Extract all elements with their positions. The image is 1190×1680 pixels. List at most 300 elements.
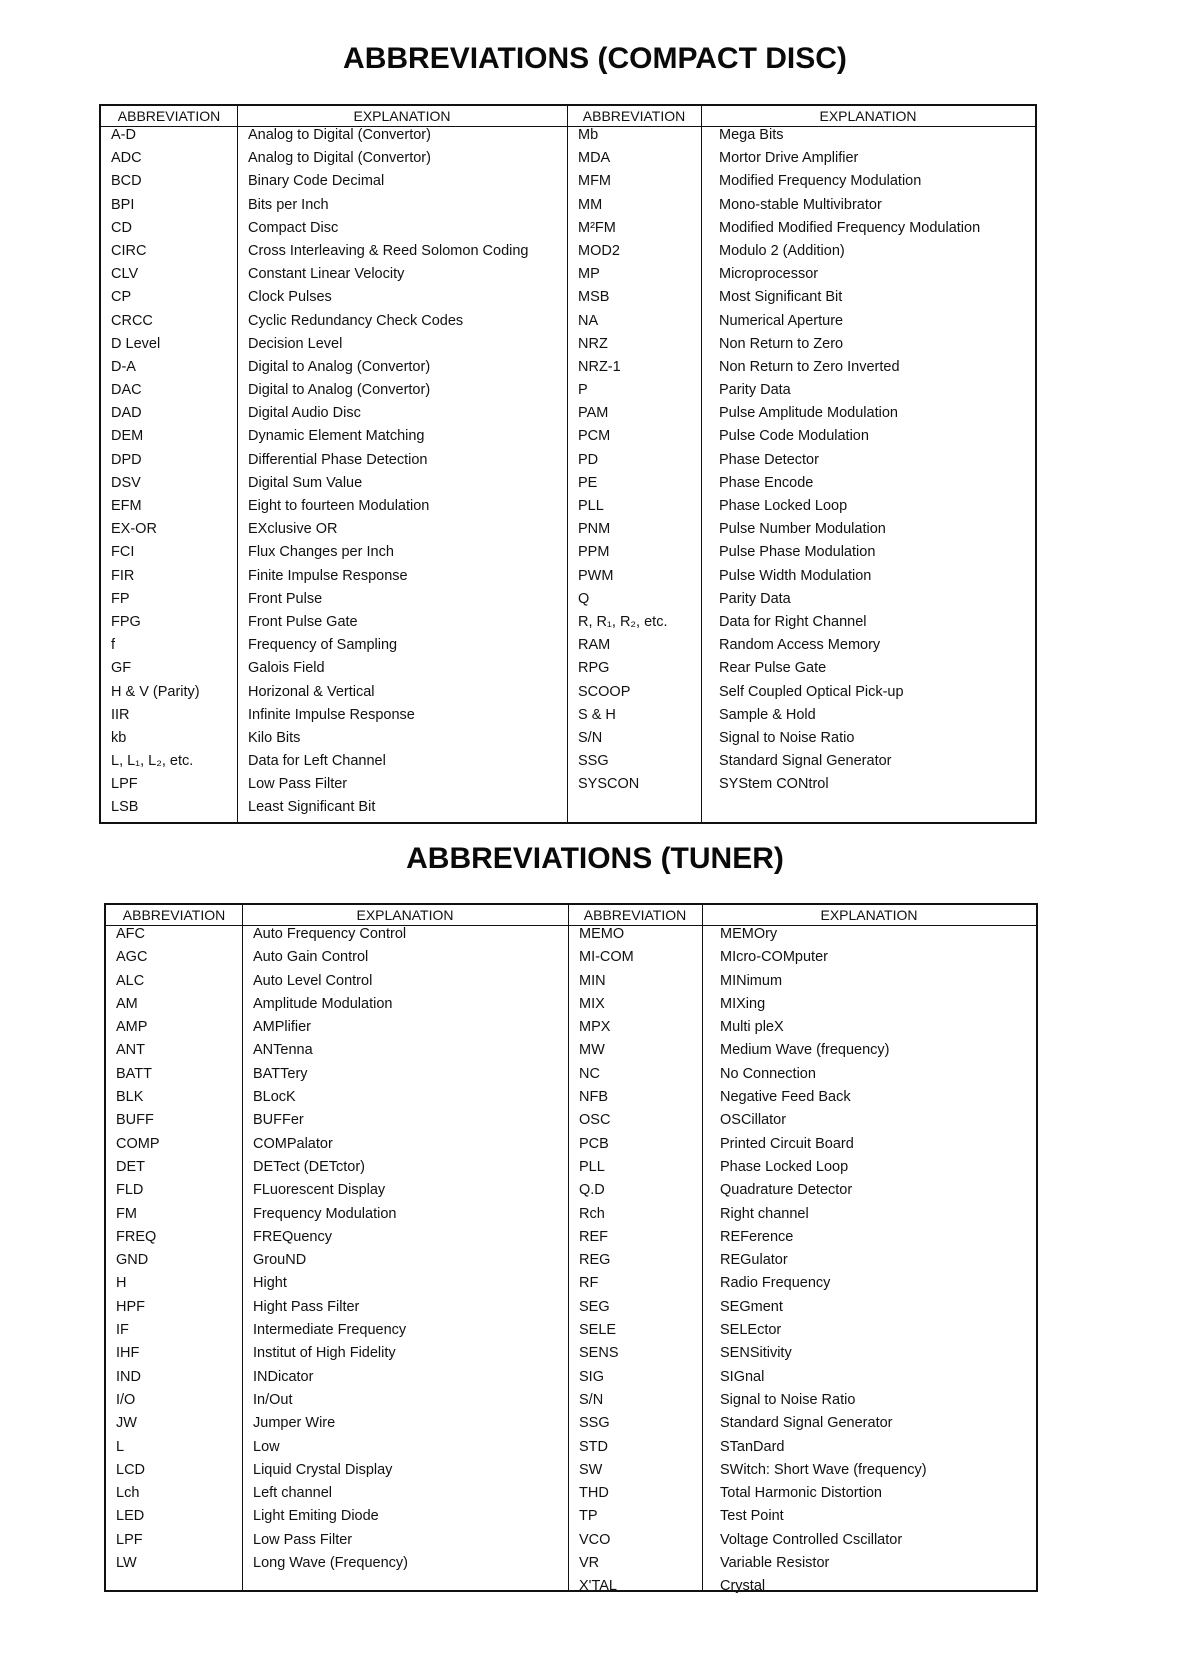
table-row [101, 197, 1035, 220]
explanation-cell: Frequency Modulation [253, 1205, 397, 1222]
abbreviation-cell: SSG [578, 753, 609, 770]
explanation-cell: Mega Bits [719, 127, 784, 143]
abbreviation-cell: NRZ-1 [578, 358, 621, 375]
abbreviation-cell: DEM [111, 428, 144, 445]
explanation-cell: BUFFer [253, 1112, 304, 1129]
explanation-cell: Microprocessor [719, 266, 819, 283]
table-row [106, 1112, 1036, 1135]
explanation-cell: Data for Right Channel [719, 613, 867, 630]
tuner-table [104, 903, 1038, 1595]
abbreviation-cell: NRZ [578, 335, 608, 352]
header-abbreviation: ABBREVIATION [117, 108, 221, 124]
explanation-cell: Analog to Digital (Convertor) [248, 150, 431, 167]
table-row [106, 1485, 1036, 1508]
table-row [101, 359, 1035, 382]
abbreviation-cell: MIX [579, 995, 605, 1012]
table-row [101, 173, 1035, 196]
abbreviation-cell: BUFF [116, 1112, 154, 1129]
abbreviation-cell: DPD [111, 451, 142, 468]
table-row [101, 776, 1035, 799]
abbreviation-cell: FREQ [116, 1228, 157, 1245]
explanation-cell: Digital to Analog (Convertor) [248, 382, 431, 399]
abbreviation-cell: DAD [111, 405, 142, 422]
explanation-cell: Digital Audio Disc [248, 405, 361, 422]
abbreviation-cell: BCD [111, 173, 142, 190]
abbreviation-cell: DET [116, 1158, 145, 1175]
abbreviation-cell: STD [579, 1438, 608, 1455]
explanation-cell: Institut of High Fidelity [253, 1345, 396, 1362]
explanation-cell: SIGnal [720, 1368, 765, 1385]
explanation-cell: SENSitivity [720, 1345, 792, 1362]
abbreviation-cell: ANT [116, 1042, 145, 1059]
table-row [101, 660, 1035, 683]
explanation-cell: SWitch: Short Wave (frequency) [720, 1461, 927, 1478]
table-row [101, 684, 1035, 707]
explanation-cell: Data for Left Channel [248, 753, 386, 770]
explanation-cell: Long Wave (Frequency) [253, 1555, 409, 1572]
table-row [101, 243, 1035, 266]
explanation-cell: Non Return to Zero [719, 335, 844, 352]
explanation-cell: MIXing [720, 995, 766, 1012]
header-abbreviation: ABBREVIATION [122, 907, 226, 923]
explanation-cell: Dynamic Element Matching [248, 428, 425, 445]
table-row [106, 1252, 1036, 1275]
explanation-cell: Parity Data [719, 590, 791, 607]
abbreviation-cell: BLK [116, 1089, 144, 1106]
abbreviation-cell: Lch [116, 1485, 140, 1502]
explanation-cell: Total Harmonic Distortion [720, 1485, 882, 1502]
explanation-cell: STanDard [720, 1438, 785, 1455]
abbreviation-cell: I/O [116, 1391, 136, 1408]
explanation-cell: Phase Locked Loop [719, 498, 848, 514]
explanation-cell: Quadrature Detector [720, 1182, 853, 1199]
table-row [101, 568, 1035, 591]
explanation-cell: FLuorescent Display [253, 1182, 386, 1199]
table-row [106, 973, 1036, 996]
abbreviation-cell: MFM [578, 173, 612, 190]
abbreviation-cell: R, R₁, R₂, etc. [578, 613, 668, 630]
abbreviation-cell: GF [111, 660, 132, 677]
table-row [106, 1439, 1036, 1462]
explanation-cell: DETect (DETctor) [253, 1158, 365, 1175]
abbreviation-cell: PLL [578, 498, 604, 514]
table-row [101, 266, 1035, 289]
abbreviation-cell: IF [116, 1322, 129, 1339]
explanation-cell: Modified Modified Frequency Modulation [719, 219, 981, 236]
abbreviation-cell: REF [579, 1228, 608, 1245]
table-row [106, 1275, 1036, 1298]
table-row [106, 949, 1036, 972]
table-row [101, 150, 1035, 173]
table-row [106, 1229, 1036, 1252]
abbreviation-cell: TP [579, 1508, 598, 1525]
abbreviation-cell: IIR [111, 706, 130, 723]
explanation-cell: Low Pass Filter [253, 1531, 353, 1548]
abbreviation-cell: M²FM [578, 219, 616, 236]
explanation-cell: Differential Phase Detection [248, 451, 428, 468]
explanation-cell: COMPalator [253, 1135, 333, 1152]
explanation-cell: SYStem CONtrol [719, 776, 829, 793]
table-row [101, 637, 1035, 660]
abbreviation-cell: DSV [111, 474, 141, 491]
abbreviation-cell: A-D [111, 127, 136, 143]
abbreviation-cell: RF [579, 1275, 599, 1292]
table-row [106, 1415, 1036, 1438]
explanation-cell: GrouND [253, 1252, 307, 1269]
abbreviation-cell: f [111, 637, 116, 654]
explanation-cell: Light Emiting Diode [253, 1508, 379, 1525]
explanation-cell: Self Coupled Optical Pick-up [719, 683, 904, 700]
abbreviation-cell: MIN [579, 972, 606, 989]
explanation-cell: Intermediate Frequency [253, 1322, 407, 1339]
explanation-cell: Printed Circuit Board [720, 1135, 854, 1152]
abbreviation-cell: PLL [579, 1158, 605, 1175]
explanation-cell: Pulse Code Modulation [719, 428, 869, 445]
abbreviation-cell: THD [579, 1485, 609, 1502]
explanation-cell: Kilo Bits [248, 729, 301, 746]
abbreviation-cell: CD [111, 219, 132, 236]
header-explanation: EXPLANATION [356, 907, 454, 923]
table-row [101, 498, 1035, 521]
abbreviation-cell: PD [578, 451, 599, 468]
abbreviation-cell: L, L₁, L₂, etc. [111, 753, 194, 770]
explanation-cell: Binary Code Decimal [248, 173, 385, 190]
explanation-cell: Clock Pulses [248, 289, 332, 306]
explanation-cell: Hight [253, 1275, 287, 1292]
table-row [106, 1392, 1036, 1415]
header-explanation: EXPLANATION [819, 108, 917, 124]
abbreviation-cell: HPF [116, 1298, 145, 1315]
abbreviation-cell: COMP [116, 1135, 160, 1152]
explanation-cell: Phase Encode [719, 474, 814, 491]
explanation-cell: Bits per Inch [248, 196, 329, 213]
abbreviation-cell: VR [579, 1555, 600, 1572]
abbreviation-cell: VCO [579, 1531, 611, 1548]
abbreviation-cell: NC [579, 1065, 600, 1082]
explanation-cell: Flux Changes per Inch [248, 544, 394, 561]
abbreviation-cell: BPI [111, 196, 135, 213]
abbreviation-cell: Rch [579, 1205, 605, 1222]
abbreviation-cell: LPF [116, 1531, 143, 1548]
explanation-cell: SELEctor [720, 1322, 782, 1339]
table-row [101, 799, 1035, 822]
explanation-cell: Auto Level Control [253, 972, 373, 989]
explanation-cell: Right channel [720, 1205, 809, 1222]
table-row [106, 1299, 1036, 1322]
abbreviation-cell: AMP [116, 1019, 148, 1036]
abbreviation-cell: IND [116, 1368, 141, 1385]
explanation-cell: Pulse Number Modulation [719, 521, 886, 538]
table-row [106, 1066, 1036, 1089]
abbreviation-cell: NA [578, 312, 599, 329]
abbreviation-cell: CLV [111, 266, 139, 283]
table-row [101, 614, 1035, 637]
abbreviation-cell: H & V (Parity) [111, 683, 200, 700]
table-row [106, 1345, 1036, 1368]
abbreviation-cell: DAC [111, 382, 142, 399]
explanation-cell: Modified Frequency Modulation [719, 173, 922, 190]
abbreviation-cell: PPM [578, 544, 610, 561]
explanation-cell: Auto Gain Control [253, 949, 369, 966]
abbreviation-cell: D-A [111, 358, 136, 375]
table-header [101, 106, 1035, 127]
explanation-cell: Medium Wave (frequency) [720, 1042, 890, 1059]
explanation-cell: Compact Disc [248, 219, 339, 236]
abbreviation-cell: RPG [578, 660, 610, 677]
abbreviation-cell: SYSCON [578, 776, 640, 793]
abbreviation-cell: MP [578, 266, 600, 283]
explanation-cell: Signal to Noise Ratio [719, 729, 855, 746]
abbreviation-cell: OSC [579, 1112, 611, 1129]
abbreviation-cell: EFM [111, 498, 142, 514]
explanation-cell: AMPlifier [253, 1019, 312, 1036]
table-row [101, 382, 1035, 405]
table-row [101, 336, 1035, 359]
explanation-cell: Standard Signal Generator [720, 1415, 893, 1432]
table-row [106, 1462, 1036, 1485]
table-body [101, 127, 1035, 823]
table-row [101, 220, 1035, 243]
abbreviation-cell: S & H [578, 706, 616, 723]
table-row [106, 1206, 1036, 1229]
abbreviation-cell: FM [116, 1205, 137, 1222]
explanation-cell: Jumper Wire [253, 1415, 336, 1432]
abbreviation-cell: P [578, 382, 588, 399]
abbreviation-cell: MSB [578, 289, 610, 306]
table-row [106, 1508, 1036, 1531]
table-row [106, 1182, 1036, 1205]
explanation-cell: Digital to Analog (Convertor) [248, 358, 431, 375]
explanation-cell: In/Out [253, 1391, 293, 1408]
abbreviation-cell: AFC [116, 926, 145, 942]
header-abbreviation: ABBREVIATION [582, 108, 686, 124]
abbreviation-cell: GND [116, 1252, 149, 1269]
explanation-cell: Galois Field [248, 660, 325, 677]
explanation-cell: Pulse Phase Modulation [719, 544, 876, 561]
abbreviation-cell: X'TAL [579, 1578, 617, 1595]
table-row [106, 1532, 1036, 1555]
explanation-cell: Low Pass Filter [248, 776, 348, 793]
abbreviation-cell: Q.D [579, 1182, 605, 1199]
abbreviation-cell: LPF [111, 776, 138, 793]
explanation-cell: Mortor Drive Amplifier [719, 150, 859, 167]
explanation-cell: Crystal [720, 1578, 766, 1595]
explanation-cell: Radio Frequency [720, 1275, 831, 1292]
abbreviation-cell: PCB [579, 1135, 609, 1152]
abbreviation-cell: MI-COM [579, 949, 634, 966]
explanation-cell: Left channel [253, 1485, 333, 1502]
explanation-cell: BATTery [253, 1065, 308, 1082]
abbreviation-cell: MDA [578, 150, 611, 167]
explanation-cell: Horizonal & Vertical [248, 683, 375, 700]
explanation-cell: REGulator [720, 1252, 788, 1269]
explanation-cell: Hight Pass Filter [253, 1298, 360, 1315]
abbreviation-cell: MM [578, 196, 603, 213]
explanation-cell: Variable Resistor [720, 1555, 830, 1572]
abbreviation-cell: LSB [111, 799, 139, 816]
explanation-cell: Cyclic Redundancy Check Codes [248, 312, 464, 329]
explanation-cell: Finite Impulse Response [248, 567, 408, 584]
abbreviation-cell: PWM [578, 567, 614, 584]
abbreviation-cell: Mb [578, 127, 599, 143]
explanation-cell: Pulse Amplitude Modulation [719, 405, 898, 422]
abbreviation-cell: FIR [111, 567, 135, 584]
explanation-cell: MIcro-COMputer [720, 949, 828, 966]
table-row [101, 405, 1035, 428]
explanation-cell: ANTenna [253, 1042, 313, 1059]
abbreviation-cell: MEMO [579, 926, 625, 942]
explanation-cell: Rear Pulse Gate [719, 660, 827, 677]
explanation-cell: Auto Frequency Control [253, 926, 407, 942]
explanation-cell: Non Return to Zero Inverted [719, 358, 900, 375]
explanation-cell: Modulo 2 (Addition) [719, 242, 845, 259]
explanation-cell: Frequency of Sampling [248, 637, 398, 654]
table-row [106, 1555, 1036, 1578]
explanation-cell: Eight to fourteen Modulation [248, 498, 430, 514]
explanation-cell: Sample & Hold [719, 706, 816, 723]
abbreviation-cell: ALC [116, 972, 145, 989]
abbreviation-cell: SENS [579, 1345, 619, 1362]
explanation-cell: Most Significant Bit [719, 289, 843, 306]
table-row [101, 127, 1035, 150]
header-abbreviation: ABBREVIATION [583, 907, 687, 923]
header-explanation: EXPLANATION [353, 108, 451, 124]
abbreviation-cell: PAM [578, 405, 609, 422]
abbreviation-cell: Q [578, 590, 590, 607]
table-header [106, 905, 1036, 926]
table-row [101, 591, 1035, 614]
abbreviation-cell: MOD2 [578, 242, 620, 259]
explanation-cell: MINimum [720, 972, 783, 989]
abbreviation-cell: SIG [579, 1368, 604, 1385]
abbreviation-cell: REG [579, 1252, 611, 1269]
explanation-cell: Liquid Crystal Display [253, 1461, 393, 1478]
abbreviation-cell: CRCC [111, 312, 153, 329]
abbreviation-cell: PCM [578, 428, 611, 445]
explanation-cell: Low [253, 1438, 280, 1455]
explanation-cell: Phase Locked Loop [720, 1158, 849, 1175]
tuner-title: ABBREVIATIONS (TUNER) [406, 842, 784, 875]
abbreviation-cell: CP [111, 289, 132, 306]
table-row [101, 544, 1035, 567]
explanation-cell: Numerical Aperture [719, 312, 844, 329]
abbreviation-cell: LW [116, 1555, 137, 1572]
abbreviation-cell: AGC [116, 949, 148, 966]
abbreviation-cell: D Level [111, 335, 161, 352]
table-row [106, 1159, 1036, 1182]
table-row [101, 707, 1035, 730]
explanation-cell: REFerence [720, 1228, 794, 1245]
explanation-cell: Front Pulse [248, 590, 323, 607]
abbreviation-cell: BATT [116, 1065, 152, 1082]
table-row [106, 1578, 1036, 1601]
explanation-cell: Pulse Width Modulation [719, 567, 872, 584]
abbreviation-cell: SCOOP [578, 683, 631, 700]
explanation-cell: Phase Detector [719, 451, 819, 468]
table-row [106, 996, 1036, 1019]
abbreviation-cell: L [116, 1438, 125, 1455]
explanation-cell: Constant Linear Velocity [248, 266, 405, 283]
table-row [101, 452, 1035, 475]
explanation-cell: Signal to Noise Ratio [720, 1391, 856, 1408]
abbreviation-cell: JW [116, 1415, 137, 1432]
abbreviation-cell: FCI [111, 544, 135, 561]
table-body [106, 926, 1036, 1602]
abbreviation-cell: SELE [579, 1322, 617, 1339]
table-row [101, 753, 1035, 776]
table-row [106, 1089, 1036, 1112]
compact-disc-title: ABBREVIATIONS (COMPACT DISC) [343, 42, 847, 75]
explanation-cell: Negative Feed Back [720, 1089, 851, 1106]
table-row [106, 926, 1036, 949]
explanation-cell: Mono-stable Multivibrator [719, 196, 882, 213]
abbreviation-cell: EX-OR [111, 521, 157, 538]
explanation-cell: Random Access Memory [719, 637, 881, 654]
explanation-cell: BLocK [253, 1089, 296, 1106]
explanation-cell: Standard Signal Generator [719, 753, 892, 770]
abbreviation-cell: LCD [116, 1461, 146, 1478]
table-row [101, 428, 1035, 451]
explanation-cell: Multi pleX [720, 1019, 784, 1036]
explanation-cell: Voltage Controlled Cscillator [720, 1531, 903, 1548]
explanation-cell: MEMOry [720, 926, 778, 942]
explanation-cell: Decision Level [248, 335, 343, 352]
abbreviation-cell: H [116, 1275, 127, 1292]
explanation-cell: OSCillator [720, 1112, 787, 1129]
table-row [106, 1369, 1036, 1392]
abbreviation-cell: IHF [116, 1345, 140, 1362]
table-row [106, 1042, 1036, 1065]
abbreviation-cell: S/N [579, 1391, 604, 1408]
header-explanation: EXPLANATION [820, 907, 918, 923]
abbreviation-cell: AM [116, 995, 138, 1012]
abbreviation-cell: FLD [116, 1182, 144, 1199]
table-row [106, 1019, 1036, 1042]
table-row [101, 313, 1035, 336]
abbreviation-cell: NFB [579, 1089, 608, 1106]
explanation-cell: Digital Sum Value [248, 474, 363, 491]
explanation-cell: Least Significant Bit [248, 799, 376, 816]
abbreviation-cell: FPG [111, 613, 141, 630]
table-row [106, 1136, 1036, 1159]
abbreviation-cell: ADC [111, 150, 142, 167]
explanation-cell: Test Point [720, 1508, 784, 1525]
table-row [101, 289, 1035, 312]
explanation-cell: No Connection [720, 1065, 816, 1082]
explanation-cell: Infinite Impulse Response [248, 706, 415, 723]
explanation-cell: Analog to Digital (Convertor) [248, 127, 431, 143]
table-row [101, 521, 1035, 544]
abbreviation-cell: CIRC [111, 242, 147, 259]
abbreviation-cell: SEG [579, 1298, 610, 1315]
abbreviation-cell: S/N [578, 729, 603, 746]
abbreviation-cell: kb [111, 729, 127, 746]
abbreviation-cell: RAM [578, 637, 611, 654]
table-row [101, 730, 1035, 753]
explanation-cell: Cross Interleaving & Reed Solomon Coding [248, 242, 529, 259]
abbreviation-cell: PE [578, 474, 598, 491]
explanation-cell: EXclusive OR [248, 521, 338, 538]
explanation-cell: INDicator [253, 1368, 314, 1385]
compact-disc-table [99, 104, 1037, 824]
explanation-cell: FREQuency [253, 1228, 332, 1245]
explanation-cell: Amplitude Modulation [253, 995, 393, 1012]
table-row [101, 475, 1035, 498]
abbreviation-cell: FP [111, 590, 130, 607]
abbreviation-cell: SW [579, 1461, 603, 1478]
abbreviation-cell: MPX [579, 1019, 611, 1036]
table-row [106, 1322, 1036, 1345]
